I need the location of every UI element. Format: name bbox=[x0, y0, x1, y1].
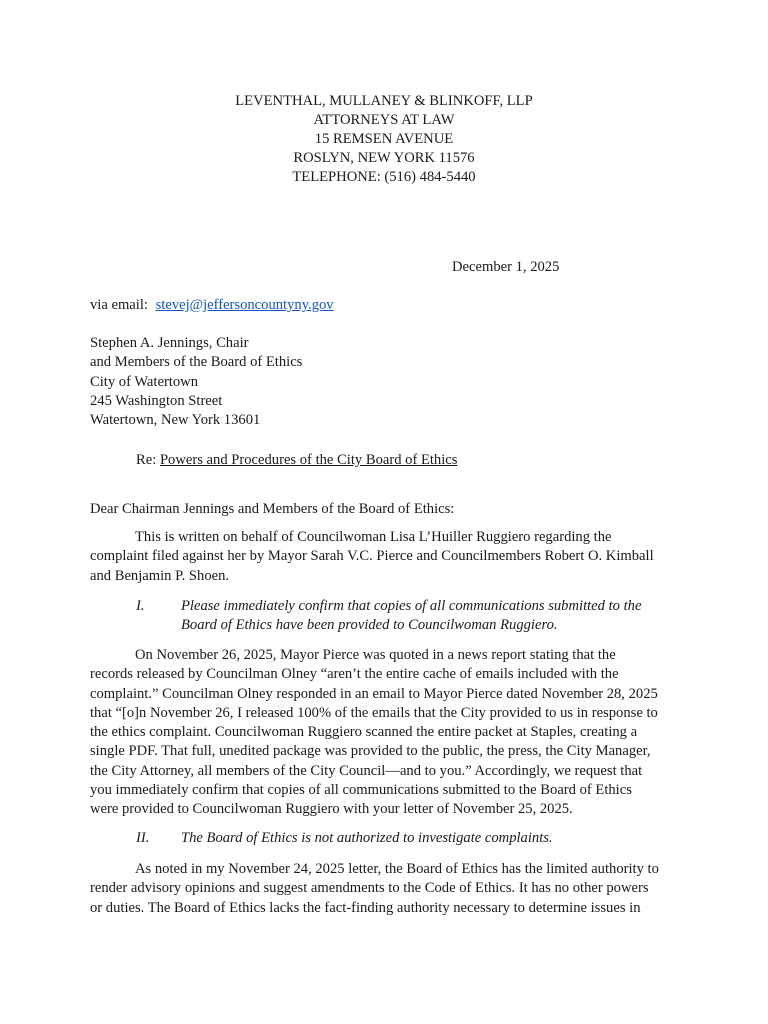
paragraph-authority bbox=[90, 860, 680, 918]
paragraph-line: and Benjamin P. Shoen. bbox=[90, 567, 230, 584]
paragraph-line: records released by Councilman Olney “aren’t the entire cache of emails included with the bbox=[90, 666, 619, 683]
firm-subtitle: ATTORNEYS AT LAW bbox=[313, 112, 455, 128]
paragraph-line: render advisory opinions and suggest amendments to the Code of Ethics. It has no other powers bbox=[90, 880, 649, 897]
paragraph-line: or duties. The Board of Ethics lacks the fact-finding authority necessary to determine issues in bbox=[90, 899, 641, 916]
via-email-label: via email: bbox=[90, 297, 148, 313]
firm-street: 15 REMSEN AVENUE bbox=[314, 131, 454, 147]
via-email-line bbox=[90, 296, 334, 315]
recipient-line-4: 245 Washington Street bbox=[90, 392, 223, 409]
section-title-line: Board of Ethics have been provided to Councilwoman Ruggiero. bbox=[181, 617, 558, 634]
recipient-line-3: City of Watertown bbox=[90, 373, 198, 390]
section-heading-2 bbox=[136, 829, 696, 849]
paragraph-line: complaint filed against her by Mayor Sarah V.C. Pierce and Councilmembers Robert O. Kimball bbox=[90, 548, 654, 565]
re-subject: Powers and Procedures of the City Board of Ethics bbox=[159, 452, 458, 468]
paragraph-line: As noted in my November 24, 2025 letter, the Board of Ethics has the limited authority to bbox=[135, 861, 659, 877]
salutation: Dear Chairman Jennings and Members of the Board of Ethics: bbox=[90, 501, 455, 517]
paragraph-line: you immediately confirm that copies of all communications submitted to the Board of Ethics bbox=[90, 782, 632, 799]
recipient-email-link[interactable]: stevej@jeffersoncountyny.gov bbox=[155, 297, 334, 313]
firm-city: ROSLYN, NEW YORK 11576 bbox=[293, 150, 475, 166]
letter-date: December 1, 2025 bbox=[452, 259, 560, 275]
section-title-line: Please immediately confirm that copies of all communications submitted to the bbox=[181, 598, 642, 614]
re-line bbox=[136, 451, 457, 470]
firm-telephone: TELEPHONE: (516) 484-5440 bbox=[292, 169, 476, 185]
section-title-line: The Board of Ethics is not authorized to investigate complaints. bbox=[181, 830, 553, 846]
section-number: II. bbox=[136, 830, 150, 846]
paragraph-line: This is written on behalf of Councilwoman Lisa L’Huiller Ruggiero regarding the bbox=[135, 529, 612, 545]
paragraph-line: the ethics complaint. Councilwoman Ruggiero scanned the entire packet at Staples, creating a bbox=[90, 724, 638, 741]
paragraph-line: single PDF. That full, unedited package was provided to the public, the press, the City Manager, bbox=[90, 743, 651, 760]
section-number: I. bbox=[136, 598, 145, 614]
firm-name: LEVENTHAL, MULLANEY & BLINKOFF, LLP bbox=[235, 93, 533, 109]
paragraph-line: complaint.” Councilman Olney responded in an email to Mayor Pierce dated November 28, 2025 bbox=[90, 685, 658, 702]
paragraph-line: were provided to Councilwoman Ruggiero with your letter of November 25, 2025. bbox=[90, 801, 573, 818]
section-heading-1 bbox=[136, 597, 696, 637]
re-label: Re: bbox=[136, 452, 157, 468]
paragraph-line: that “[o]n November 26, I released 100% of the emails that the City provided to us in response to bbox=[90, 704, 658, 721]
recipient-line-2: and Members of the Board of Ethics bbox=[90, 354, 303, 371]
paragraph-records bbox=[90, 646, 680, 820]
section-title bbox=[181, 597, 701, 636]
recipient-line-5: Watertown, New York 13601 bbox=[90, 412, 261, 429]
paragraph-line: the City Attorney, all members of the City Council—and to you.” Accordingly, we request that bbox=[90, 762, 643, 779]
letterhead bbox=[0, 92, 768, 187]
recipient-address bbox=[90, 334, 302, 430]
paragraph-line: On November 26, 2025, Mayor Pierce was quoted in a news report stating that the bbox=[135, 647, 616, 663]
paragraph-intro bbox=[90, 528, 680, 586]
recipient-line-1: Stephen A. Jennings, Chair bbox=[90, 335, 249, 351]
section-title bbox=[181, 829, 701, 848]
